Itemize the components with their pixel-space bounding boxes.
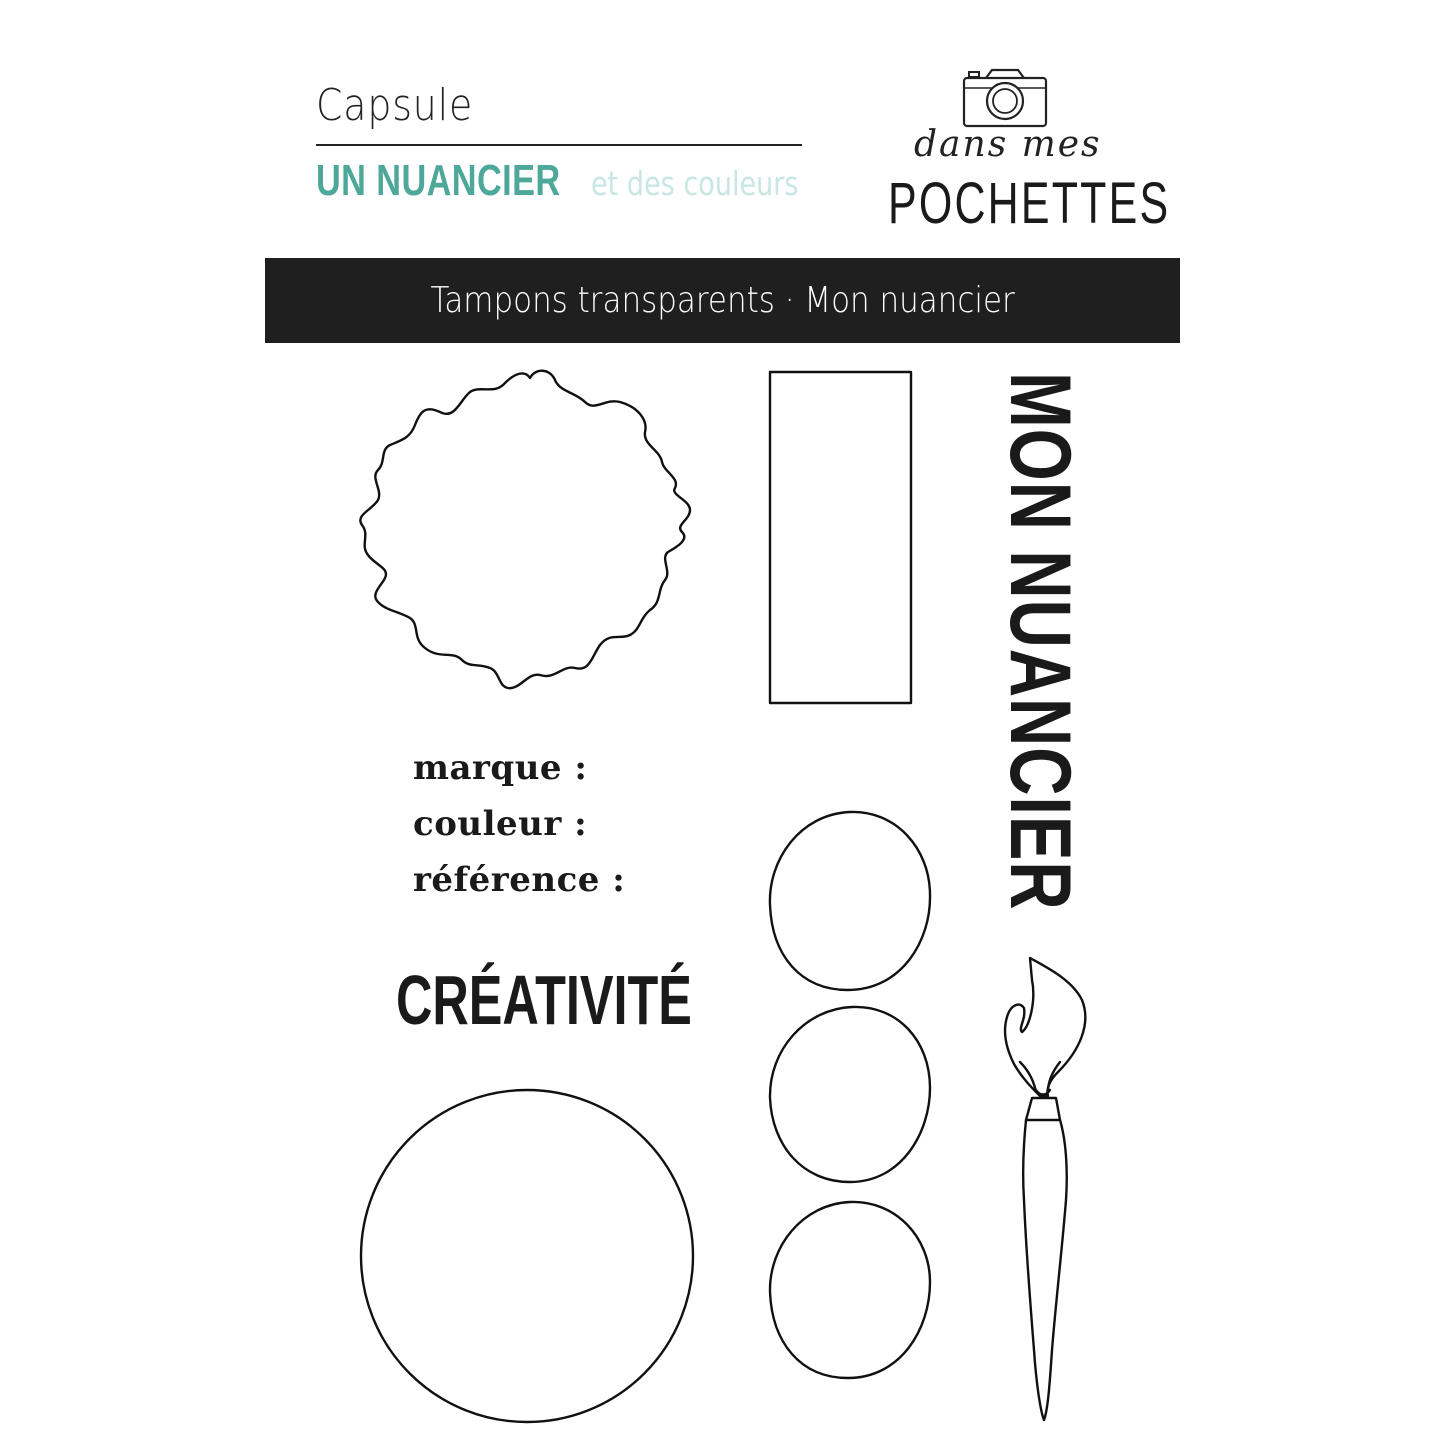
- small-circle-stamp: [770, 1007, 930, 1182]
- capsule-label: Capsule: [316, 80, 474, 131]
- brand-script: dans mes: [914, 124, 1102, 165]
- rectangle-stamp: [770, 372, 911, 703]
- vertical-title-text: MON NUANCIER: [992, 372, 1088, 911]
- vertical-title: [992, 372, 1088, 911]
- label-reference: référence :: [413, 860, 626, 900]
- splash-stamp: [360, 371, 690, 688]
- brush-icon: [1005, 958, 1085, 1420]
- label-marque: marque :: [413, 748, 588, 788]
- brand-name: POCHETTES: [888, 171, 1171, 236]
- subtitle-light: et des couleurs: [590, 164, 799, 203]
- label-couleur: couleur :: [413, 804, 588, 844]
- subtitle-strong: UN NUANCIER: [316, 156, 561, 205]
- small-circle-stamp: [770, 1202, 930, 1378]
- circle-stamp: [361, 1090, 693, 1422]
- small-circle-stamp: [770, 812, 930, 990]
- creativite-stamp: CRÉATIVITÉ: [396, 961, 692, 1039]
- banner-text: Tampons transparents · Mon nuancier: [430, 280, 1015, 321]
